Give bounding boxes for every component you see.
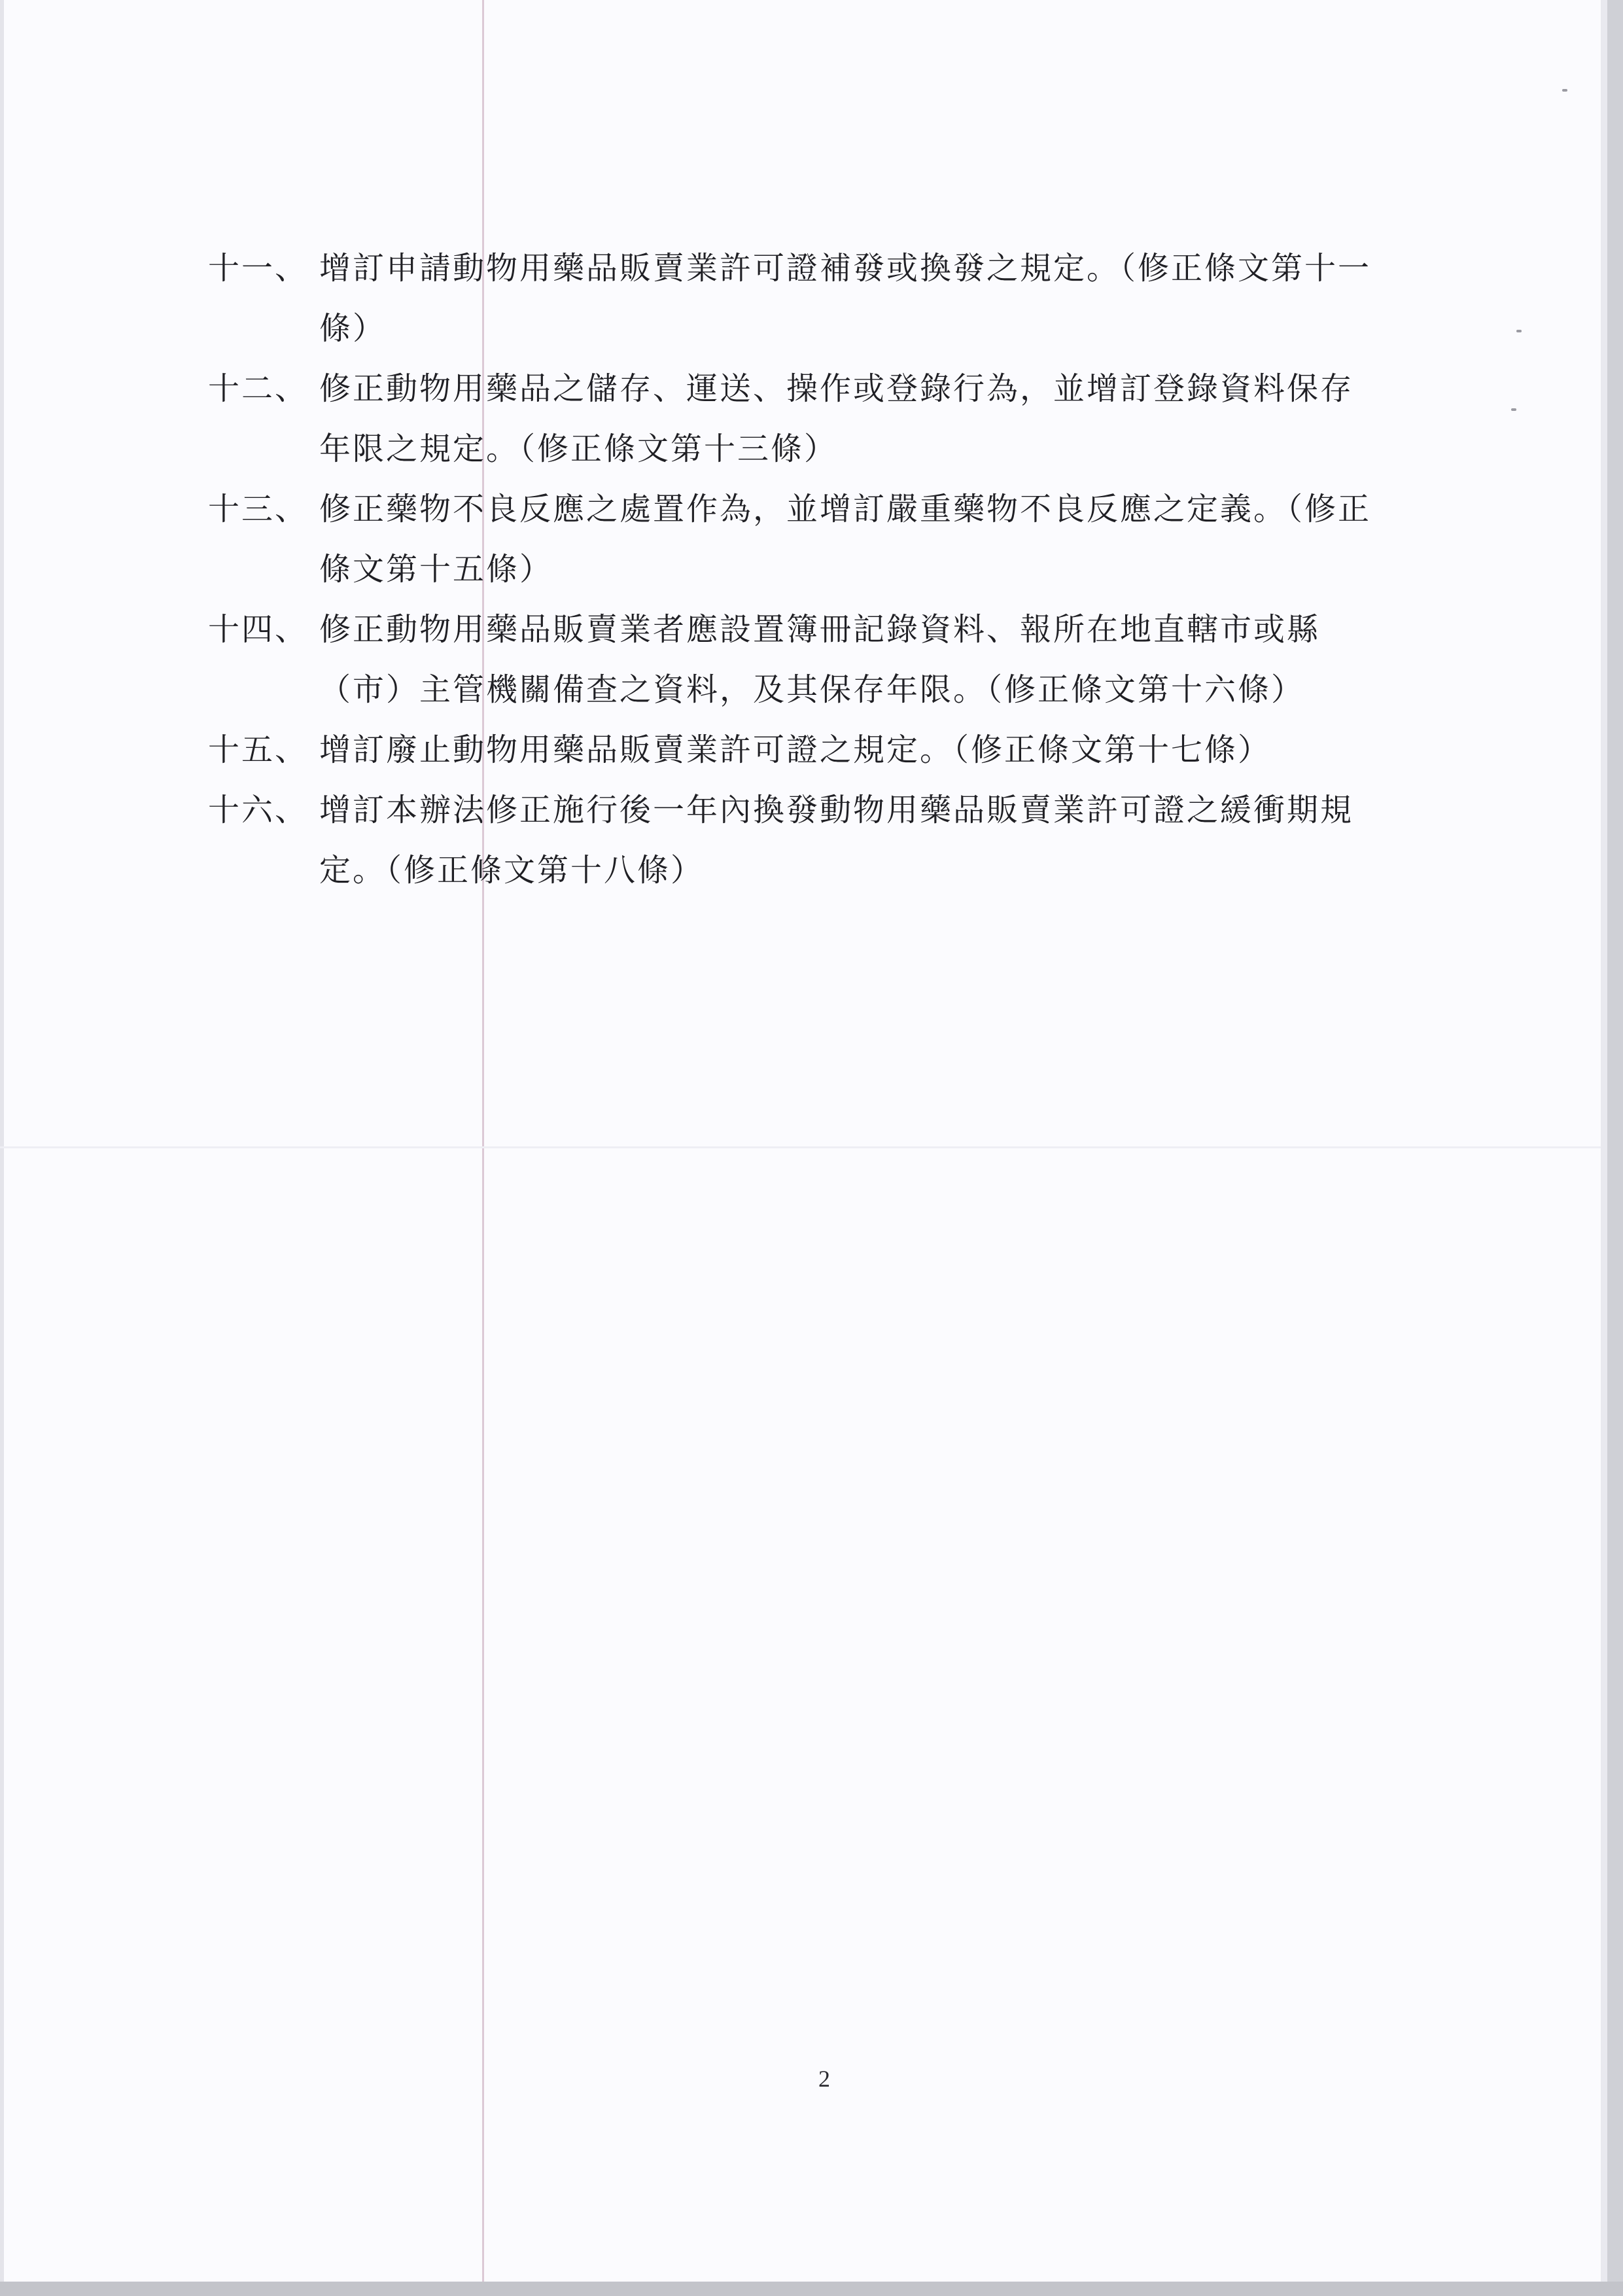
item-number: 十二、 xyxy=(208,370,309,407)
item-number: 十三、 xyxy=(208,491,309,527)
item-text: 增訂本辦法修正施行後一年內換發動物用藥品販賣業許可證之緩衝期規定。（修正條文第十八條） xyxy=(319,792,1354,889)
scan-right-shadow xyxy=(1601,0,1607,2296)
item-number: 十四、 xyxy=(208,611,309,648)
scan-speck xyxy=(1562,89,1567,92)
item-number: 十六、 xyxy=(208,792,309,828)
scan-speck xyxy=(1516,330,1522,332)
list-item xyxy=(208,780,1379,900)
list-item xyxy=(208,720,1379,780)
scan-speck xyxy=(1511,408,1516,411)
list-item xyxy=(208,359,1379,479)
page-number: 2 xyxy=(818,2066,830,2092)
item-number: 十一、 xyxy=(208,250,309,287)
item-text: 修正動物用藥品販賣業者應設置簿冊記錄資料、報所在地直轄市或縣（市）主管機關備查之資料，及其保存年限。（修正條文第十六條） xyxy=(319,611,1321,708)
scan-bottom-edge xyxy=(0,2282,1623,2296)
list-item xyxy=(208,599,1379,720)
list-item xyxy=(208,238,1379,359)
item-text: 修正藥物不良反應之處置作為，並增訂嚴重藥物不良反應之定義。（修正條文第十五條） xyxy=(319,491,1372,588)
item-text: 修正動物用藥品之儲存、運送、操作或登錄行為，並增訂登錄資料保存年限之規定。（修正條文第十三條） xyxy=(319,370,1354,467)
item-text: 增訂申請動物用藥品販賣業許可證補發或換發之規定。（修正條文第十一條） xyxy=(319,250,1372,347)
paper-fold-line xyxy=(0,1146,1623,1148)
amendment-list xyxy=(208,238,1379,900)
scan-right-edge xyxy=(1607,0,1623,2296)
item-text: 增訂廢止動物用藥品販賣業許可證之規定。（修正條文第十七條） xyxy=(319,732,1272,768)
item-number: 十五、 xyxy=(208,732,309,768)
list-item xyxy=(208,479,1379,599)
